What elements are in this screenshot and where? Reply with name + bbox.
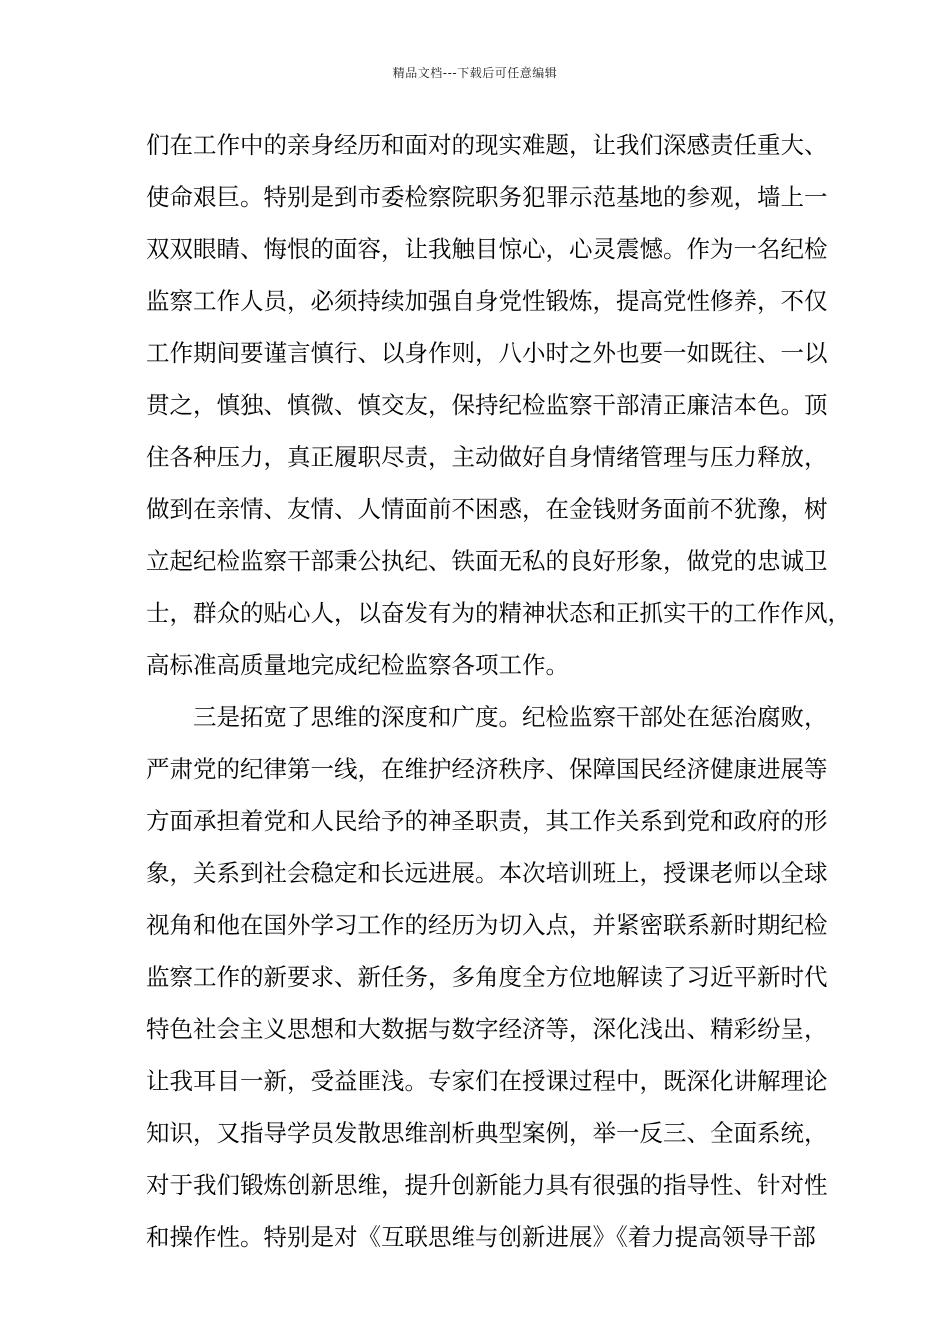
text-line: 严肃党的纪律第一线，在维护经济秩序、保障国民经济健康进展等 [146, 755, 828, 783]
text-line: 监察工作人员，必须持续加强自身党性锻炼，提高党性修养，不仅 [146, 287, 828, 315]
text-line: 住各种压力，真正履职尽责，主动做好自身情绪管理与压力释放， [146, 443, 828, 471]
text-line: 们在工作中的亲身经历和面对的现实难题，让我们深感责任重大、 [146, 131, 828, 159]
text-line: 象，关系到社会稳定和长远进展。本次培训班上，授课老师以全球 [146, 859, 828, 887]
text-line: 特色社会主义思想和大数据与数字经济等，深化浅出、精彩纷呈， [146, 1015, 828, 1043]
text-line: 监察工作的新要求、新任务，多角度全方位地解读了习近平新时代 [146, 963, 828, 991]
text-line: 工作期间要谨言慎行、以身作则，八小时之外也要一如既往、一以 [146, 339, 828, 367]
text-line: 视角和他在国外学习工作的经历为切入点，并紧密联系新时期纪检 [146, 911, 828, 939]
body-text [146, 128, 851, 1272]
text-line: 方面承担着党和人民给予的神圣职责，其工作关系到党和政府的形 [146, 807, 828, 835]
paragraph-start-line: 三是拓宽了思维的深度和广度。纪检监察干部处在惩治腐败， [193, 703, 828, 731]
text-line: 让我耳目一新，受益匪浅。专家们在授课过程中，既深化讲解理论 [146, 1067, 828, 1095]
paragraph-end-line: 高标准高质量地完成纪检监察各项工作。 [146, 651, 569, 679]
text-line: 知识，又指导学员发散思维剖析典型案例，举一反三、全面系统， [146, 1119, 828, 1147]
text-line: 对于我们锻炼创新思维，提升创新能力具有很强的指导性、针对性 [146, 1171, 828, 1199]
text-line: 和操作性。特别是对《互联思维与创新进展》《着力提高领导干部 [146, 1223, 816, 1251]
text-line: 双双眼睛、悔恨的面容，让我触目惊心，心灵震憾。作为一名纪检 [146, 235, 828, 263]
text-line: 使命艰巨。特别是到市委检察院职务犯罪示范基地的参观，墙上一 [146, 183, 828, 211]
text-line: 士，群众的贴心人，以奋发有为的精神状态和正抓实干的工作作风， [146, 599, 851, 627]
text-line: 立起纪检监察干部秉公执纪、铁面无私的良好形象，做党的忠诚卫 [146, 547, 828, 575]
page-header: 精品文档---下载后可任意编辑 [392, 66, 558, 80]
text-line: 做到在亲情、友情、人情面前不困惑，在金钱财务面前不犹豫，树 [146, 495, 828, 523]
text-line: 贯之，慎独、慎微、慎交友，保持纪检监察干部清正廉洁本色。顶 [146, 391, 828, 419]
